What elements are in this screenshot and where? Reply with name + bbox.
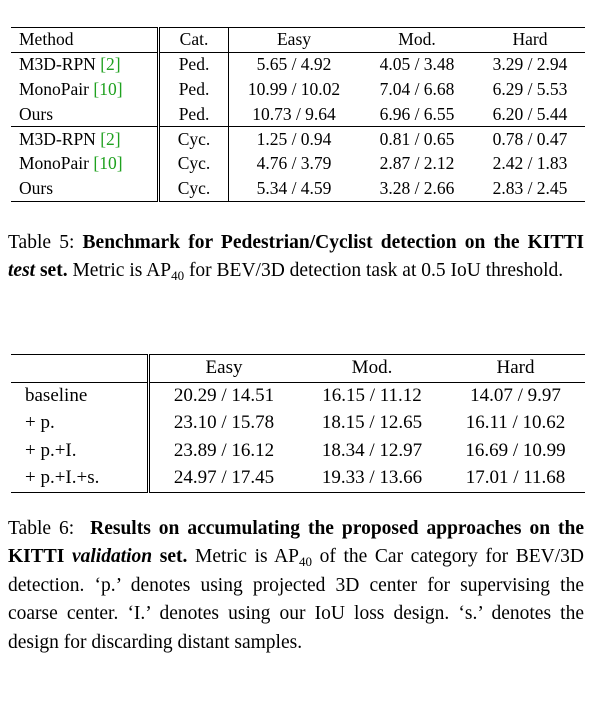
citation-link[interactable]: [2] <box>100 54 121 75</box>
hard-cell: 2.83 / 2.45 <box>492 177 568 198</box>
method-name: M3D-RPN <box>19 128 96 149</box>
header-method: Method <box>11 28 159 53</box>
method-name: Ours <box>19 177 54 198</box>
easy-cell: 10.99 / 10.02 <box>247 78 341 99</box>
easy-cell: 5.34 / 4.59 <box>256 177 332 198</box>
table-row <box>11 176 585 201</box>
hard-cell: 17.01 / 11.68 <box>465 467 566 488</box>
caption-split-name: validation <box>71 546 153 568</box>
hard-cell: 6.20 / 5.44 <box>492 103 568 124</box>
easy-cell: 10.73 / 9.64 <box>252 103 336 124</box>
category-cell: Ped. <box>159 77 229 102</box>
table-row <box>11 77 585 102</box>
method-name: MonoPair <box>19 153 89 174</box>
table-header-row <box>11 355 585 383</box>
caption-label: Table 6: <box>8 518 75 539</box>
easy-cell: 5.65 / 4.92 <box>256 54 332 75</box>
moderate-cell: 3.28 / 2.66 <box>379 177 455 198</box>
moderate-cell: 4.05 / 3.48 <box>379 54 455 75</box>
setting-cell: + p. <box>11 410 149 438</box>
category-cell: Cyc. <box>159 176 229 201</box>
caption-text: of the Car category for BEV/3D detection. ‘p.’ denotes using projected 3D center for supervising the coarse center. ‘I.’ denotes using our IoU loss design. ‘s.’ denotes the design for discarding distant samples. <box>8 546 585 653</box>
table-row <box>11 382 585 410</box>
caption-metric-subscript: 40 <box>171 268 185 284</box>
easy-cell: 23.10 / 15.78 <box>173 412 275 434</box>
table-row <box>11 465 585 493</box>
caption-metric-subscript: 40 <box>299 554 313 570</box>
header-easy: Easy <box>205 357 243 379</box>
method-cell <box>11 127 159 152</box>
method-name: MonoPair <box>19 78 89 99</box>
table-header-row <box>11 28 585 53</box>
table-row <box>11 102 585 127</box>
caption-title: Benchmark for Pedestrian/Cyclist detection on the KITTI <box>82 232 584 253</box>
moderate-cell: 2.87 / 2.12 <box>379 153 455 174</box>
moderate-cell: 7.04 / 6.68 <box>379 78 455 99</box>
hard-cell: 0.78 / 0.47 <box>492 128 568 149</box>
caption-metric: Metric is AP <box>194 546 300 568</box>
method-cell <box>11 151 159 176</box>
category-cell: Ped. <box>159 102 229 127</box>
caption-title-end: set. <box>159 546 188 568</box>
header-category: Cat. <box>159 28 229 53</box>
header-setting <box>11 355 149 383</box>
caption-metric: Metric is AP <box>72 260 172 282</box>
method-cell <box>11 52 159 77</box>
moderate-cell: 16.15 / 11.12 <box>322 385 422 406</box>
hard-cell: 16.69 / 10.99 <box>465 439 566 461</box>
setting-cell: + p.+I.+s. <box>11 465 149 493</box>
easy-cell: 1.25 / 0.94 <box>256 128 332 149</box>
caption-split-name: test <box>8 260 36 282</box>
caption-title-end: set. <box>39 260 68 282</box>
header-easy: Easy <box>276 29 312 50</box>
category-cell: Cyc. <box>159 127 229 152</box>
citation-link[interactable]: [10] <box>93 78 123 99</box>
header-moderate: Mod. <box>351 357 393 379</box>
easy-cell: 20.29 / 14.51 <box>173 385 275 406</box>
method-name: M3D-RPN <box>19 54 96 75</box>
caption-title: Results on accumulating the proposed approaches on the KITTI <box>8 518 585 568</box>
category-cell: Cyc. <box>159 151 229 176</box>
moderate-cell: 0.81 / 0.65 <box>379 128 455 149</box>
caption-label: Table 5: <box>8 232 75 253</box>
setting-cell: + p.+I. <box>11 437 149 465</box>
header-hard: Hard <box>496 357 535 379</box>
citation-link[interactable]: [2] <box>100 128 121 149</box>
setting-cell: baseline <box>11 382 149 410</box>
table-6-caption <box>8 515 584 657</box>
easy-cell: 23.89 / 16.12 <box>173 439 275 461</box>
hard-cell: 2.42 / 1.83 <box>492 153 568 174</box>
easy-cell: 24.97 / 17.45 <box>173 467 275 488</box>
header-hard: Hard <box>512 29 548 50</box>
table-row <box>11 127 585 152</box>
hard-cell: 14.07 / 9.97 <box>470 385 561 406</box>
moderate-cell: 6.96 / 6.55 <box>379 103 455 124</box>
method-cell <box>11 102 159 127</box>
table-row <box>11 151 585 176</box>
moderate-cell: 19.33 / 13.66 <box>321 467 423 488</box>
citation-link[interactable]: [10] <box>93 153 123 174</box>
hard-cell: 16.11 / 10.62 <box>465 412 566 434</box>
moderate-cell: 18.15 / 12.65 <box>321 412 423 434</box>
table-5-caption <box>8 229 584 286</box>
caption-text: for BEV/3D detection task at 0.5 IoU threshold. <box>188 260 564 282</box>
table-row <box>11 52 585 77</box>
hard-cell: 6.29 / 5.53 <box>492 78 568 99</box>
category-cell: Ped. <box>159 52 229 77</box>
table-5 <box>11 27 585 202</box>
easy-cell: 4.76 / 3.79 <box>256 153 332 174</box>
method-name: Ours <box>19 103 54 124</box>
method-cell <box>11 176 159 201</box>
moderate-cell: 18.34 / 12.97 <box>321 439 423 461</box>
header-moderate: Mod. <box>398 29 436 50</box>
method-cell <box>11 77 159 102</box>
table-row <box>11 437 585 465</box>
table-row <box>11 410 585 438</box>
table-6 <box>11 354 585 493</box>
hard-cell: 3.29 / 2.94 <box>492 54 568 75</box>
